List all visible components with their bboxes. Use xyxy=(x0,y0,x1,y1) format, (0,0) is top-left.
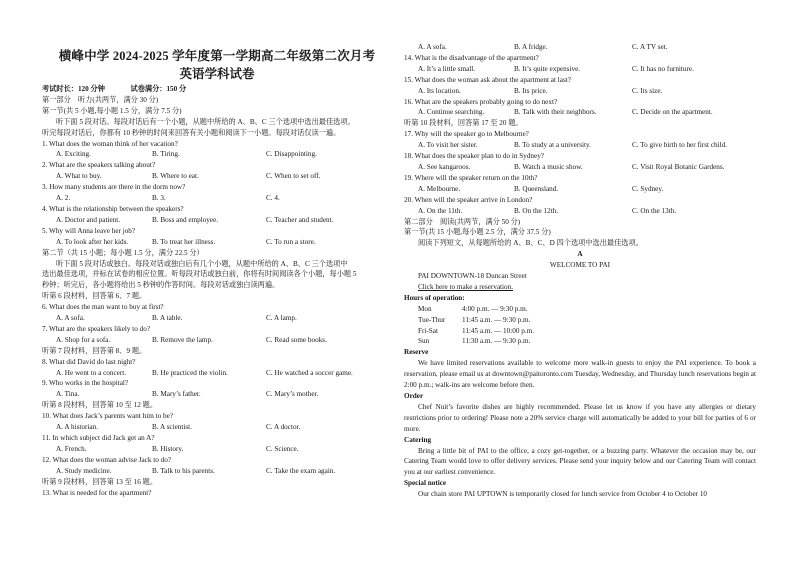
question-options xyxy=(404,140,756,151)
question-text: 2. What are the speakers talking about? xyxy=(42,161,156,170)
question-text: 10. What does Jack’s parents want him to be? xyxy=(42,412,174,421)
reserve-heading: Reserve xyxy=(404,348,429,357)
option-c[interactable]: C. To run a store. xyxy=(266,237,316,246)
option-b[interactable]: B. To treat her illness. xyxy=(152,237,216,246)
catering-heading: Catering xyxy=(404,435,432,444)
option-c[interactable]: C. On the 13th. xyxy=(632,206,677,215)
option-a[interactable]: A. Its location. xyxy=(418,86,461,95)
option-b[interactable]: B. To study at a university. xyxy=(514,141,591,150)
option-a[interactable]: A. On the 11th. xyxy=(418,206,463,215)
hours-row xyxy=(404,336,756,347)
part1-section2-instr-1: 听下面 5 段对话或独白。每段对话或独白后有几个小题，从题中所给的 A、B、C 三个选项中 xyxy=(56,259,348,268)
hours-day: Sun xyxy=(418,337,430,346)
option-a[interactable]: A. To visit her sister. xyxy=(418,141,478,150)
exam-info xyxy=(42,84,392,95)
option-c[interactable]: C. A lamp. xyxy=(266,314,297,323)
question-options xyxy=(42,313,392,324)
hours-time: 4:00 p.m. — 9:30 p.m. xyxy=(462,304,528,313)
option-b[interactable]: B. A table. xyxy=(152,314,183,323)
question-options xyxy=(42,335,392,346)
left-column xyxy=(42,84,392,498)
option-a[interactable]: A. Study medicine. xyxy=(56,466,112,475)
reservation-link[interactable]: Click here to make a reservation. xyxy=(418,282,513,291)
order-heading: Order xyxy=(404,392,424,400)
listen-instruction: 听第 8 段材料，回答第 10 至 12 题。 xyxy=(42,401,158,410)
question-text: 13. What is needed for the apartment? xyxy=(42,488,152,497)
listen-instruction: 听第 7 段材料，回答第 8、9 题。 xyxy=(42,346,147,355)
option-c[interactable]: C. Visit Royal Botanic Gardens. xyxy=(632,162,725,171)
option-c[interactable]: C. Sydney. xyxy=(632,184,664,193)
option-c[interactable]: C. When to set off. xyxy=(266,172,321,181)
question-text: 19. Where will the speaker return on the 10th? xyxy=(404,173,538,182)
part1-section1-heading: 第一节(共 5 小题,每小题 1.5 分，满分 7.5 分) xyxy=(42,106,182,115)
question-options xyxy=(404,42,756,53)
option-b[interactable]: B. On the 12th. xyxy=(514,206,559,215)
part1-section1-instr-1: 听下面 5 段对话。每段对话后有一个小题，从题中所给的 A、B、C 三个选项中选出最佳选项。 xyxy=(56,117,355,126)
option-a[interactable]: A. A historian. xyxy=(56,423,98,432)
option-a[interactable]: A. A sofa. xyxy=(418,43,447,51)
question-text: 7. What are the speakers likely to do? xyxy=(42,324,151,333)
option-c[interactable]: C. It has no furniture. xyxy=(632,64,694,73)
option-c[interactable]: C. Its size. xyxy=(632,86,663,95)
option-a[interactable]: A. Tina. xyxy=(56,390,80,399)
option-b[interactable]: B. Talk with their neighbors. xyxy=(514,108,597,117)
option-c[interactable]: C. 4. xyxy=(266,194,280,203)
reserve-text: We have limited reservations available to welcome more walk-in guests to enjoy the PAI experience. To book a reservation, please email us at downtown@paitoronto.com Tuesday, Wednesday, and Thursday lunch reservations begin at 2:00 p.m.; walk-ins are welcome before then. xyxy=(404,359,756,390)
option-c[interactable]: C. Mary’s mother. xyxy=(266,390,319,399)
order-text: Chef Nuit’s favorite dishes are highly recommended. Please let us know if you have any allergies or dietary restrictions prior to ordering! Please note a 20% service charge will automatically be added to your bill for parties of 6 or more. xyxy=(404,402,756,433)
option-a[interactable]: A. Melbourne. xyxy=(418,184,461,193)
option-c[interactable]: C. Science. xyxy=(266,444,299,453)
special-notice-text: Our chain store PAI UPTOWN is temporarily closed for lunch service from October 4 to October 10 xyxy=(418,490,708,499)
exam-time: 考试时长：120 分钟 xyxy=(42,85,105,93)
option-b[interactable]: B. A scientist. xyxy=(152,423,192,432)
question-text: 20. When will the speaker arrive in London? xyxy=(404,195,533,204)
option-b[interactable]: B. Where to eat. xyxy=(152,172,199,181)
option-b[interactable]: B. Talk to his parents. xyxy=(152,466,215,475)
question-text: 17. Why will the speaker go to Melbourne? xyxy=(404,130,529,139)
hours-row xyxy=(404,304,756,315)
option-b[interactable]: B. Remove the lamp. xyxy=(152,335,213,344)
option-c[interactable]: C. A doctor. xyxy=(266,423,301,432)
question-text: 1. What does the woman think of her vacation? xyxy=(42,139,178,148)
right-column xyxy=(404,42,756,500)
restaurant-address: PAI DOWNTOWN-18 Duncan Street xyxy=(418,272,527,281)
option-c[interactable]: C. To give birth to her first child. xyxy=(632,141,727,150)
hours-time: 11:30 a.m. — 9:30 p.m. xyxy=(462,337,531,346)
question-options xyxy=(42,422,392,433)
question-options xyxy=(42,368,392,379)
question-text: 6. What does the man want to buy at first? xyxy=(42,303,164,312)
question-options xyxy=(42,389,392,400)
question-options xyxy=(404,184,756,195)
passage-title: WELCOME TO PAI xyxy=(549,261,611,270)
option-a[interactable]: A. Exciting. xyxy=(56,150,91,159)
listen-instruction: 听第 6 段材料，回答第 6、7 题。 xyxy=(42,292,147,301)
hours-time: 11:45 a.m. — 10:00 p.m. xyxy=(462,326,535,335)
hours-day: Fri-Sat xyxy=(418,326,438,335)
option-b[interactable]: B. History. xyxy=(152,444,184,453)
option-a[interactable]: A. He went to a concert. xyxy=(56,368,127,377)
option-b[interactable]: B. Its price. xyxy=(514,86,548,95)
option-a[interactable]: A. Continue searching. xyxy=(418,108,485,117)
part2-heading: 第二部分 阅读(共两节，满分 50 分) xyxy=(404,217,521,226)
option-a[interactable]: A. It’s a little small. xyxy=(418,64,476,73)
exam-score: 试卷满分：150 分 xyxy=(130,85,187,93)
option-c[interactable]: C. Disappointing. xyxy=(266,150,317,159)
question-options xyxy=(42,444,392,455)
option-b[interactable]: B. 3. xyxy=(152,194,166,203)
hours-time: 11:45 a.m. — 9:30 p.m. xyxy=(462,315,531,324)
question-text: 5. Why will Anna leave her job? xyxy=(42,226,136,235)
option-c[interactable]: C. Decide on the apartment. xyxy=(632,108,713,117)
question-text: 15. What does the woman ask about the apartment at last? xyxy=(404,75,571,84)
exam-subtitle: 英语学科试卷 xyxy=(179,67,255,81)
option-a[interactable]: A. 2. xyxy=(56,194,71,203)
question-options xyxy=(42,193,392,204)
part1-heading: 第一部分 听力(共两节，满分 30 分) xyxy=(42,95,159,104)
option-b[interactable]: B. Mary’s father. xyxy=(152,390,201,399)
option-a[interactable]: A. French. xyxy=(56,444,87,453)
catering-text: Bring a little bit of PAI to the office, a cozy get-together, or a buzzing party. Whatever the occasion may be, our Catering Team would love to offer delivery services. Please send your inquiry below and our Catering Team will contact you at our earliest convenience. xyxy=(404,446,756,477)
question-text: 11. In which subject did Jack get an A? xyxy=(42,434,155,442)
exam-title: 横峰中学 2024-2025 学年度第一学期高二年级第二次月考 xyxy=(58,49,376,63)
option-a[interactable]: A. Shop for a sofa. xyxy=(56,335,111,344)
passage-letter: A xyxy=(577,250,583,259)
question-options xyxy=(404,64,756,75)
hours-heading: Hours of operation: xyxy=(404,293,465,302)
part2-section1-heading: 第一节(共 15 小题,每小题 2.5 分，满分 37.5 分) xyxy=(404,228,551,237)
question-text: 18. What does the speaker plan to do in Sydney? xyxy=(404,152,544,161)
option-b[interactable]: B. Tiring. xyxy=(152,150,180,159)
question-text: 3. How many students are there in the dorm now? xyxy=(42,183,186,192)
question-text: 4. What is the relationship between the speakers? xyxy=(42,204,184,213)
option-a[interactable]: A. Doctor and patient. xyxy=(56,215,121,224)
question-options xyxy=(42,466,392,477)
question-options xyxy=(42,171,392,182)
question-options xyxy=(42,215,392,226)
question-options xyxy=(404,86,756,97)
question-options xyxy=(42,149,392,160)
question-text: 16. What are the speakers probably going to do next? xyxy=(404,97,558,106)
special-notice-heading: Special notice xyxy=(404,479,447,488)
part1-section1-instr-2: 听完每段对话后，你都有 10 秒钟的时间来回答有关小题和阅读下一小题。每段对话仅读一遍。 xyxy=(42,128,341,137)
part1-section2-heading: 第二节（共 15 小题；每小题 1.5 分，满分 22.5 分） xyxy=(42,248,204,257)
hours-row xyxy=(404,315,756,326)
option-c[interactable]: C. Teacher and student. xyxy=(266,215,334,224)
part2-section1-instr: 阅读下列短文，从每题所给的 A、B、C、D 四个选项中选出最佳选项。 xyxy=(418,239,643,248)
hours-day: Mon xyxy=(418,304,432,313)
option-b[interactable]: B. It’s quite expensive. xyxy=(514,64,581,73)
question-text: 14. What is the disadvantage of the apartment? xyxy=(404,53,539,62)
hours-day: Tue-Thur xyxy=(418,315,446,324)
listen-instruction: 听第 9 段材料，回答第 13 至 16 题。 xyxy=(42,477,158,486)
option-c[interactable]: C. Take the exam again. xyxy=(266,466,336,475)
option-a[interactable]: A. See kangaroos. xyxy=(418,162,471,171)
question-options xyxy=(42,237,392,248)
option-a[interactable]: A. A sofa. xyxy=(56,314,85,323)
question-options xyxy=(404,107,756,118)
option-b[interactable]: B. Queensland. xyxy=(514,184,559,193)
option-b[interactable]: B. Watch a music show. xyxy=(514,162,583,171)
question-options xyxy=(404,206,756,217)
question-text: 9. Who works in the hospital? xyxy=(42,379,129,388)
option-b[interactable]: B. Boss and employee. xyxy=(152,215,219,224)
part1-section2-instr-3: 秒钟；听完后，各小题将给出 5 秒钟的作答时间。每段对话或独白读两遍。 xyxy=(42,281,280,290)
option-c[interactable]: C. A TV set. xyxy=(632,43,668,51)
option-a[interactable]: A. What to buy. xyxy=(56,172,102,181)
question-text: 8. What did David do last night? xyxy=(42,357,136,366)
option-c[interactable]: C. He watched a soccer game. xyxy=(266,368,353,377)
question-text: 12. What does the woman advise Jack to do? xyxy=(42,455,172,464)
hours-row xyxy=(404,326,756,337)
option-a[interactable]: A. To look after her kids. xyxy=(56,237,129,246)
part1-section2-instr-2: 选出最佳选项，并标在试卷的相应位置。听每段对话或独白前，你将有时间阅读各个小题，每小题 5 xyxy=(42,270,357,279)
option-b[interactable]: B. He practiced the violin. xyxy=(152,368,228,377)
option-b[interactable]: B. A fridge. xyxy=(514,43,548,51)
listen-instruction: 听第 10 段材料，回答第 17 至 20 题。 xyxy=(404,119,523,128)
question-options xyxy=(404,162,756,173)
option-c[interactable]: C. Read some books. xyxy=(266,335,327,344)
